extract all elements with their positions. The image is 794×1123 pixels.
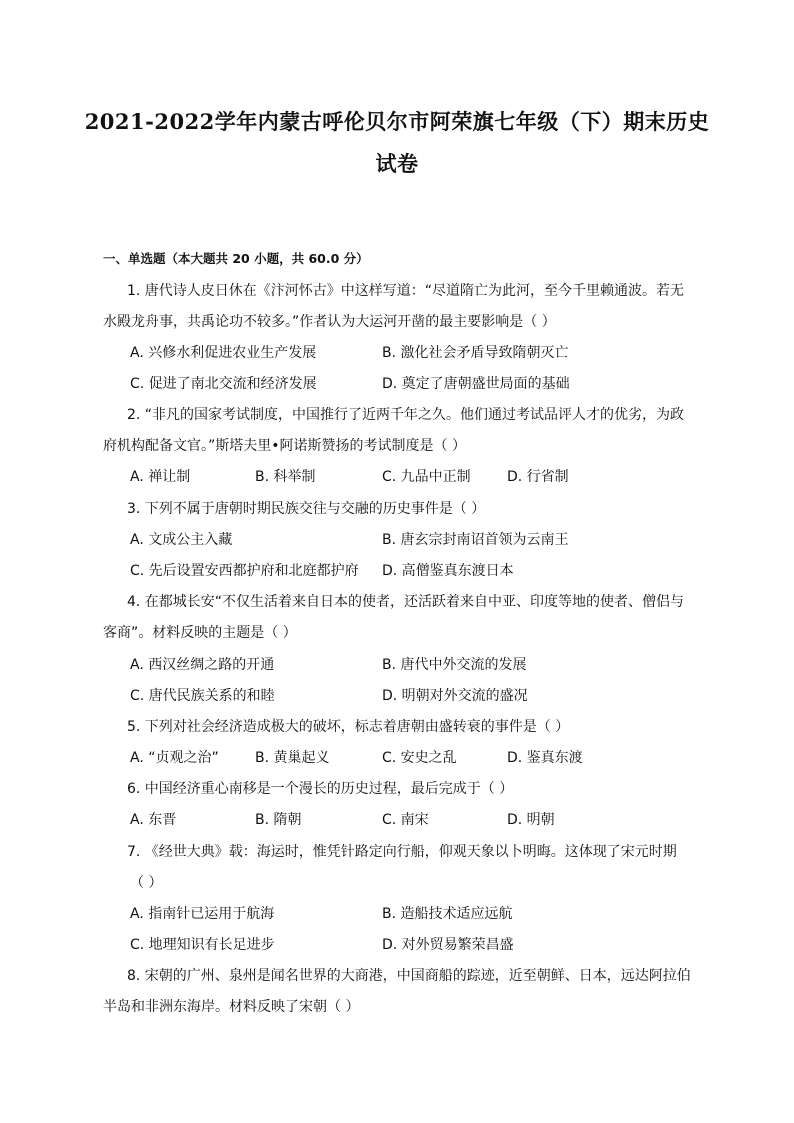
question-8-line-1: 8. 宋朝的广州、泉州是闻名世界的大商港，中国商船的踪迹，近至朝鲜、日本，远达阿拉伯 bbox=[127, 968, 691, 984]
question-2-option-b[interactable]: B. 科举制 bbox=[255, 469, 316, 485]
question-6-option-b[interactable]: B. 隋朝 bbox=[255, 812, 302, 828]
exam-title-line-1: 2021-2022学年内蒙古呼伦贝尔市阿荣旗七年级（下）期末历史 bbox=[84, 109, 710, 134]
section-heading: 一、单选题（本大题共 20 小题，共 60.0 分） bbox=[103, 251, 369, 266]
question-7-option-c[interactable]: C. 地理知识有长足进步 bbox=[130, 937, 275, 953]
question-1-option-c[interactable]: C. 促进了南北交流和经济发展 bbox=[130, 376, 317, 392]
question-3-option-c[interactable]: C. 先后设置安西都护府和北庭都护府 bbox=[130, 563, 359, 579]
question-6-line-1: 6. 中国经济重心南移是一个漫长的历史过程，最后完成于（ ） bbox=[127, 781, 514, 797]
exam-title-line-2: 试卷 bbox=[375, 151, 419, 176]
question-6-option-d[interactable]: D. 明朝 bbox=[507, 812, 555, 828]
question-5-line-1: 5. 下列对社会经济造成极大的破坏，标志着唐朝由盛转衰的事件是（ ） bbox=[127, 719, 570, 735]
question-5-option-b[interactable]: B. 黄巢起义 bbox=[255, 750, 330, 766]
question-2-option-a[interactable]: A. 禅让制 bbox=[130, 469, 191, 485]
question-7-line-1: 7. 《经世大典》载：海运时，惟凭针路定向行船，仰观天象以卜明晦。这体现了宋元时期 bbox=[127, 844, 677, 860]
question-3-option-a[interactable]: A. 文成公主入藏 bbox=[130, 532, 233, 548]
question-6-option-c[interactable]: C. 南宋 bbox=[382, 812, 429, 828]
question-2-option-c[interactable]: C. 九品中正制 bbox=[382, 469, 471, 485]
question-3-option-d[interactable]: D. 高僧鉴真东渡日本 bbox=[382, 563, 514, 579]
question-1-option-a[interactable]: A. 兴修水利促进农业生产发展 bbox=[130, 345, 317, 361]
question-2-option-d[interactable]: D. 行省制 bbox=[507, 469, 569, 485]
question-5-option-d[interactable]: D. 鉴真东渡 bbox=[507, 750, 583, 766]
question-2-line-1: 2. “非凡的国家考试制度，中国推行了近两千年之久。他们通过考试品评人才的优劣，为政 bbox=[127, 407, 685, 423]
question-1-line-2: 水殿龙舟事，共禹论功不较多。”作者认为大运河开凿的最主要影响是（ ） bbox=[103, 314, 556, 330]
question-1-line-1: 1. 唐代诗人皮日休在《汴河怀古》中这样写道：“尽道隋亡为此河，至今千里赖通波。若无 bbox=[127, 283, 685, 299]
question-1-option-b[interactable]: B. 激化社会矛盾导致隋朝灭亡 bbox=[382, 345, 569, 361]
question-4-option-b[interactable]: B. 唐代中外交流的发展 bbox=[382, 657, 527, 673]
question-7-line-2: （ ） bbox=[130, 875, 163, 891]
question-4-option-c[interactable]: C. 唐代民族关系的和睦 bbox=[130, 688, 275, 704]
question-4-option-a[interactable]: A. 西汉丝绸之路的开通 bbox=[130, 657, 275, 673]
question-4-line-2: 客商”。材料反映的主题是（ ） bbox=[103, 625, 297, 641]
question-8-line-2: 半岛和非洲东海岸。材料反映了宋朝（ ） bbox=[103, 999, 360, 1015]
question-3-option-b[interactable]: B. 唐玄宗封南诏首领为云南王 bbox=[382, 532, 569, 548]
question-5-option-a[interactable]: A. “贞观之治” bbox=[130, 750, 219, 766]
question-4-option-d[interactable]: D. 明朝对外交流的盛况 bbox=[382, 688, 528, 704]
question-2-line-2: 府机构配备文官。”斯塔夫里•阿诺斯赞扬的考试制度是（ ） bbox=[103, 438, 466, 454]
question-7-option-d[interactable]: D. 对外贸易繁荣昌盛 bbox=[382, 937, 514, 953]
question-1-option-d[interactable]: D. 奠定了唐朝盛世局面的基础 bbox=[382, 376, 570, 392]
question-5-option-c[interactable]: C. 安史之乱 bbox=[382, 750, 457, 766]
question-4-line-1: 4. 在都城长安“不仅生活着来自日本的使者，还活跃着来自中亚、印度等地的使者、僧侣与 bbox=[127, 594, 685, 610]
question-3-line-1: 3. 下列不属于唐朝时期民族交往与交融的历史事件是（ ） bbox=[127, 501, 486, 517]
question-7-option-a[interactable]: A. 指南针已运用于航海 bbox=[130, 906, 275, 922]
question-6-option-a[interactable]: A. 东晋 bbox=[130, 812, 177, 828]
question-7-option-b[interactable]: B. 造船技术适应远航 bbox=[382, 906, 513, 922]
